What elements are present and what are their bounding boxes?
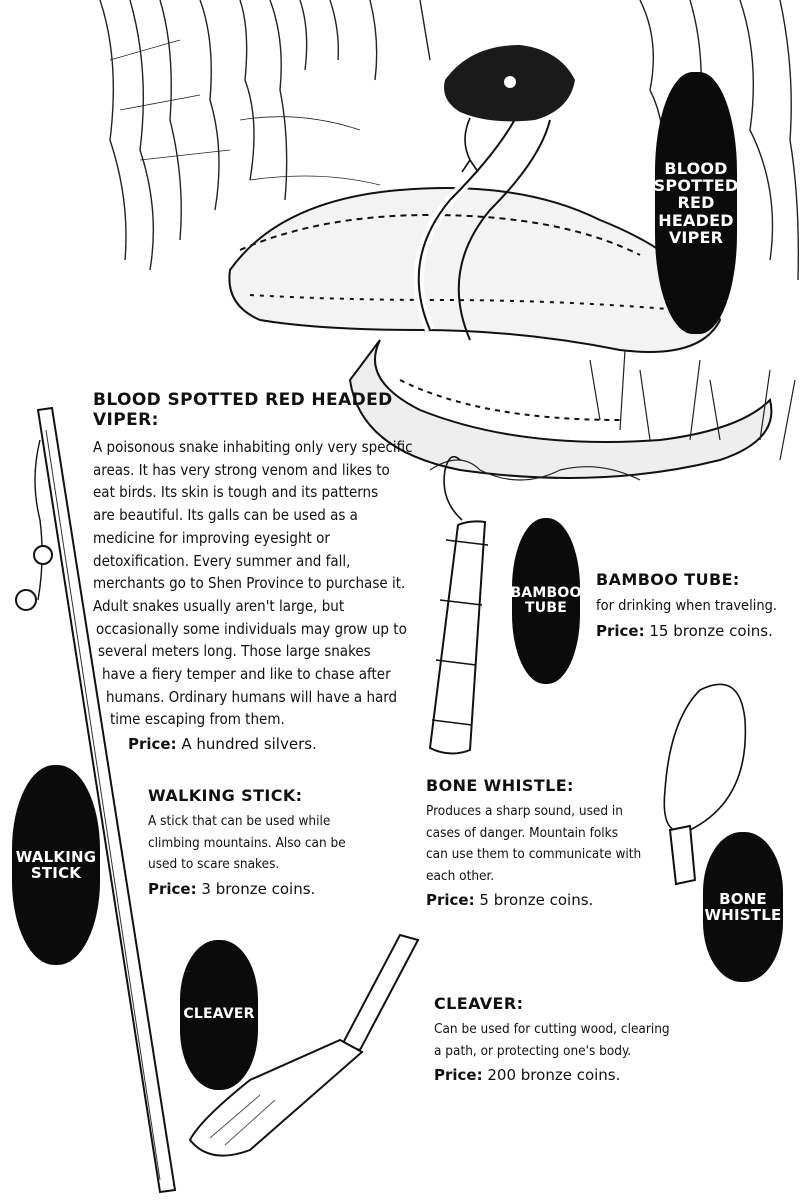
entry-bone-whistle (426, 776, 676, 909)
viper-description-line: areas. It has very strong venom and likes to (93, 460, 390, 479)
cleaver-description-line: Can be used for cutting wood, clearing (434, 1021, 670, 1037)
bone-whistle-description-line: can use them to communicate with (426, 846, 642, 862)
cleaver-description-line: a path, or protecting one's body. (434, 1042, 632, 1059)
viper-description-line: detoxification. Every summer and fall, (93, 551, 351, 570)
viper-description-line: are beautiful. Its galls can be used as a (93, 506, 358, 525)
label-cleaver: CLEAVER (180, 940, 258, 1090)
entry-bamboo-tube (596, 570, 800, 640)
price-label: Price: (596, 621, 645, 640)
bone-whistle-description-line: Produces a sharp sound, used in (426, 803, 624, 819)
price-value: 3 bronze coins. (201, 879, 316, 898)
bone-whistle-description-line: cases of danger. Mountain folks (426, 824, 619, 841)
viper-description (93, 436, 438, 731)
walking-stick-description-line: climbing mountains. Also can be (148, 834, 346, 851)
price-value: 15 bronze coins. (649, 621, 773, 640)
walking-stick-title: WALKING STICK: (148, 786, 303, 805)
walking-stick-description-line: used to scare snakes. (148, 856, 280, 872)
price-label: Price: (434, 1066, 483, 1084)
entry-walking-stick (148, 786, 388, 898)
price-label: Price: (426, 891, 475, 909)
viper-description-line: several meters long. Those large snakes (98, 642, 371, 661)
bamboo-tube-drawing (430, 457, 488, 754)
price-value: 200 bronze coins. (487, 1066, 621, 1084)
viper-description-line: eat birds. Its skin is tough and its patterns (93, 483, 379, 502)
viper-title: BLOOD SPOTTED RED HEADED VIPER: (93, 390, 393, 430)
label-walking-stick: WALKING STICK (12, 765, 100, 965)
viper-description-line: time escaping from them. (110, 710, 285, 729)
walking-stick-price (148, 880, 388, 898)
bone-whistle-description (426, 801, 676, 887)
label-bamboo-tube: BAMBOO TUBE (512, 518, 580, 684)
entry-blood-spotted-viper (93, 390, 438, 753)
viper-description-line: medicine for improving eyesight or (93, 528, 330, 547)
viper-price (93, 735, 438, 753)
viper-description-line: merchants go to Shen Province to purchase it. (93, 574, 406, 593)
label-bone-whistle: BONE WHISTLE (703, 832, 783, 982)
snake-head (444, 45, 575, 172)
entry-cleaver (434, 994, 764, 1084)
bone-whistle-description-line: each other. (426, 867, 495, 884)
price-label: Price: (128, 735, 177, 754)
price-value: 5 bronze coins. (479, 891, 594, 909)
viper-description-line: Adult snakes usually aren't large, but (93, 596, 345, 615)
cleaver-description (434, 1019, 764, 1062)
bamboo-price (596, 622, 800, 640)
cleaver-title: CLEAVER: (434, 994, 524, 1013)
bamboo-description (596, 595, 800, 618)
label-blood-spotted-viper: BLOOD SPOTTED RED HEADED VIPER (655, 72, 737, 334)
viper-description-line: humans. Ordinary humans will have a hard (106, 687, 398, 706)
cleaver-price (434, 1066, 764, 1084)
bamboo-title: BAMBOO TUBE: (596, 570, 740, 589)
viper-description-line: occasionally some individuals may grow up to (96, 619, 407, 638)
viper-description-line: A poisonous snake inhabiting only very specific (93, 438, 413, 456)
bone-whistle-title: BONE WHISTLE: (426, 776, 574, 795)
bamboo-description-line: for drinking when traveling. (596, 598, 778, 614)
walking-stick-description-line: A stick that can be used while (148, 813, 331, 829)
price-label: Price: (148, 879, 197, 898)
bone-whistle-price (426, 891, 676, 909)
price-value: A hundred silvers. (181, 735, 317, 754)
viper-description-line: have a fiery temper and like to chase after (102, 665, 391, 684)
walking-stick-description (148, 811, 388, 876)
